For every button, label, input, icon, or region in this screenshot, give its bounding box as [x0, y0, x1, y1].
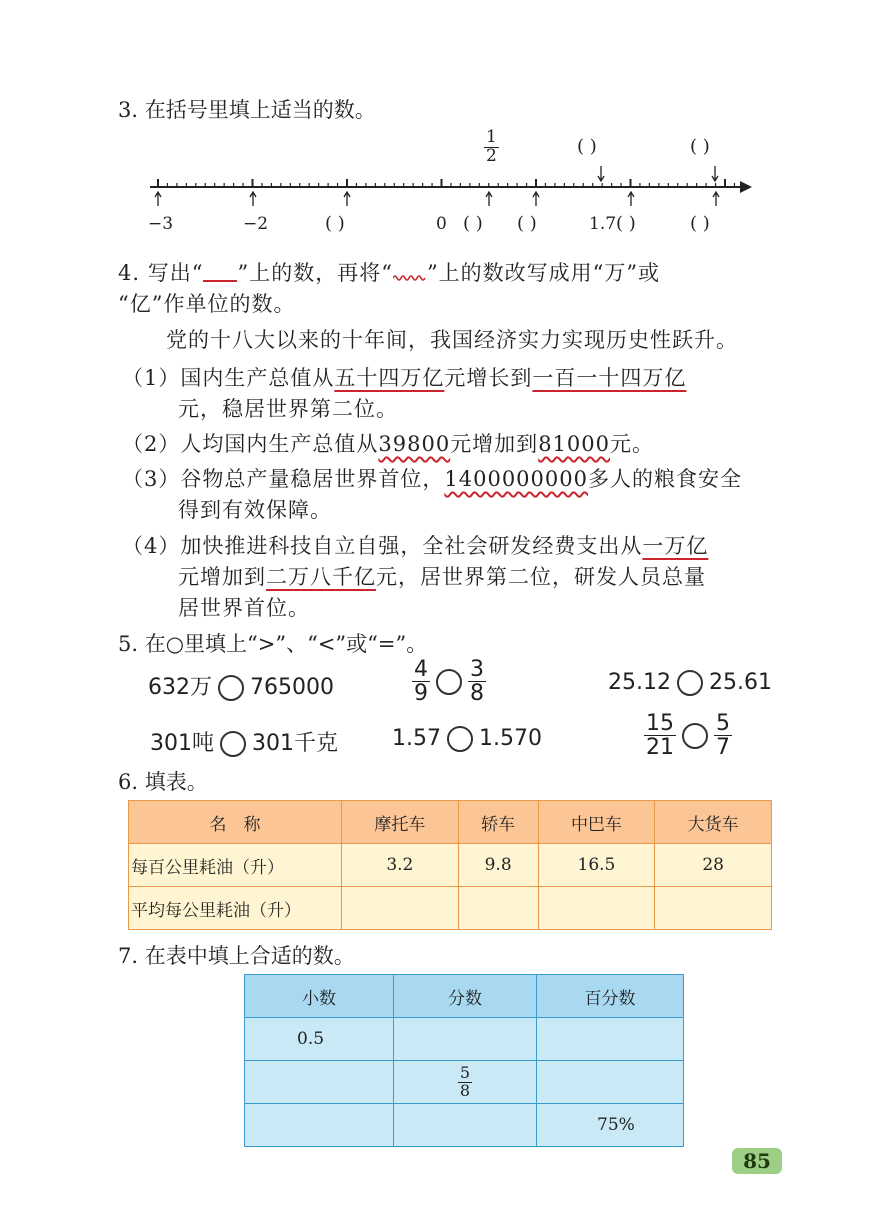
table-cell: 75%: [537, 1104, 684, 1147]
q4-item4-line1: （4）加快推进科技自立自强，全社会研发经费支出从一万亿: [122, 534, 709, 558]
table-cell: 3.2: [342, 844, 459, 887]
table-header-cell: 轿车: [458, 801, 538, 844]
red-underline-sample: [203, 280, 237, 282]
paren-top-2[interactable]: ( ): [690, 136, 710, 157]
q4-item3-line2: 得到有效保障。: [178, 498, 332, 522]
q5-compare-5: 1.57 1.570: [392, 726, 542, 751]
q4-title-line1: 4. 写出“ ”上的数，再将“ ”上的数改写成用“万”或: [118, 261, 661, 285]
compare-circle[interactable]: [218, 675, 244, 701]
up-pointer-arrow: [628, 192, 634, 206]
q7-title: 7. 在表中填上合适的数。: [118, 944, 355, 968]
table-header-cell: 中巴车: [538, 801, 655, 844]
down-pointer-arrow: [598, 166, 604, 181]
table-header-cell: 小数: [245, 975, 394, 1018]
compare-circle[interactable]: [447, 726, 473, 752]
table-input-cell[interactable]: [245, 1104, 394, 1147]
paren-bottom-5[interactable]: ( ): [690, 213, 710, 234]
table-cell: 每百公里耗油（升）: [129, 844, 342, 887]
label-zero: 0: [436, 214, 447, 234]
number-line-ticks: [158, 179, 734, 187]
compare-circle[interactable]: [436, 669, 462, 695]
paren-bottom-3[interactable]: ( ): [517, 213, 537, 234]
up-pointer-arrow: [486, 192, 492, 206]
table-header-cell: 名 称: [129, 801, 342, 844]
table-row: [129, 844, 772, 887]
table-cell: 9.8: [458, 844, 538, 887]
wavy-underline-sample: [393, 274, 427, 282]
table-header-row: [245, 975, 684, 1018]
label-neg3: −3: [148, 214, 174, 234]
table-input-cell[interactable]: [394, 1104, 537, 1147]
q4-item1-line2: 元，稳居世界第二位。: [178, 397, 398, 421]
table-header-cell: 百分数: [537, 975, 684, 1018]
table-input-cell[interactable]: [655, 887, 772, 930]
table-header-row: [129, 801, 772, 844]
paren-bottom-2[interactable]: ( ): [463, 213, 483, 234]
fuel-table: [128, 800, 772, 930]
table-cell: $\frac{5}{8}$: [394, 1061, 537, 1104]
table-cell: 平均每公里耗油（升）: [129, 887, 342, 930]
table-row: [129, 887, 772, 930]
table-input-cell[interactable]: [394, 1018, 537, 1061]
table-input-cell[interactable]: [537, 1018, 684, 1061]
q5-compare-3: 25.12 25.61: [608, 670, 772, 695]
paren-bottom-4[interactable]: ( ): [616, 213, 636, 234]
table-input-cell[interactable]: [538, 887, 655, 930]
number-line-arrow: [740, 181, 752, 193]
paren-bottom-1[interactable]: ( ): [325, 213, 345, 234]
half-label: $\frac{1}{2}$: [486, 127, 497, 166]
q5-compare-1: 632万 765000: [148, 675, 334, 700]
conversion-table: [244, 974, 684, 1147]
q4-item2: （2）人均国内生产总值从39800元增加到81000元。: [122, 432, 654, 456]
table-cell: 0.5: [245, 1018, 394, 1061]
table-input-cell[interactable]: [342, 887, 459, 930]
q4-item4-line3: 居世界首位。: [178, 596, 310, 620]
up-pointer-arrow: [250, 192, 256, 206]
compare-circle[interactable]: [677, 670, 703, 696]
q4-item4-line2: 元增加到二万八千亿元，居世界第二位，研发人员总量: [178, 565, 706, 589]
label-neg2: −2: [243, 214, 269, 234]
q4-title-line2: “亿”作单位的数。: [118, 292, 296, 316]
q4-intro: 党的十八大以来的十年间，我国经济实力实现历史性跃升。: [166, 328, 738, 352]
page-number: 85: [732, 1148, 782, 1174]
q5-compare-4: 301吨 301千克: [150, 731, 338, 756]
q5-compare-6: $\frac{15}{21}$ $\frac{5}{7}$: [646, 711, 730, 761]
q5-title: 5. 在○里填上“>”、“<”或“=”。: [118, 632, 428, 656]
down-pointer-arrow: [712, 166, 718, 181]
table-row: [245, 1104, 684, 1147]
table-input-cell[interactable]: [537, 1061, 684, 1104]
compare-circle[interactable]: [220, 731, 246, 757]
compare-circle[interactable]: [682, 723, 708, 749]
table-row: [245, 1018, 684, 1061]
paren-top-1[interactable]: ( ): [577, 136, 597, 157]
up-pointer-arrow: [155, 192, 161, 206]
table-row: [245, 1061, 684, 1104]
up-pointer-arrow: [533, 192, 539, 206]
up-pointer-arrow: [713, 192, 719, 206]
table-cell: 28: [655, 844, 772, 887]
table-cell: 16.5: [538, 844, 655, 887]
q4-item3-line1: （3）谷物总产量稳居世界首位，1400000000多人的粮食安全: [122, 467, 742, 491]
table-header-cell: 大货车: [655, 801, 772, 844]
table-header-cell: 摩托车: [342, 801, 459, 844]
up-pointer-arrow: [344, 192, 350, 206]
q5-compare-2: $\frac{4}{9}$ $\frac{3}{8}$: [414, 657, 484, 707]
q6-title: 6. 填表。: [118, 770, 208, 794]
table-input-cell[interactable]: [245, 1061, 394, 1104]
table-input-cell[interactable]: [458, 887, 538, 930]
label-1-7: 1.7: [589, 214, 617, 234]
q3-title: 3. 在括号里填上适当的数。: [118, 98, 376, 122]
table-header-cell: 分数: [394, 975, 537, 1018]
q4-item1-line1: （1）国内生产总值从五十四万亿元增长到一百一十四万亿: [122, 366, 687, 390]
